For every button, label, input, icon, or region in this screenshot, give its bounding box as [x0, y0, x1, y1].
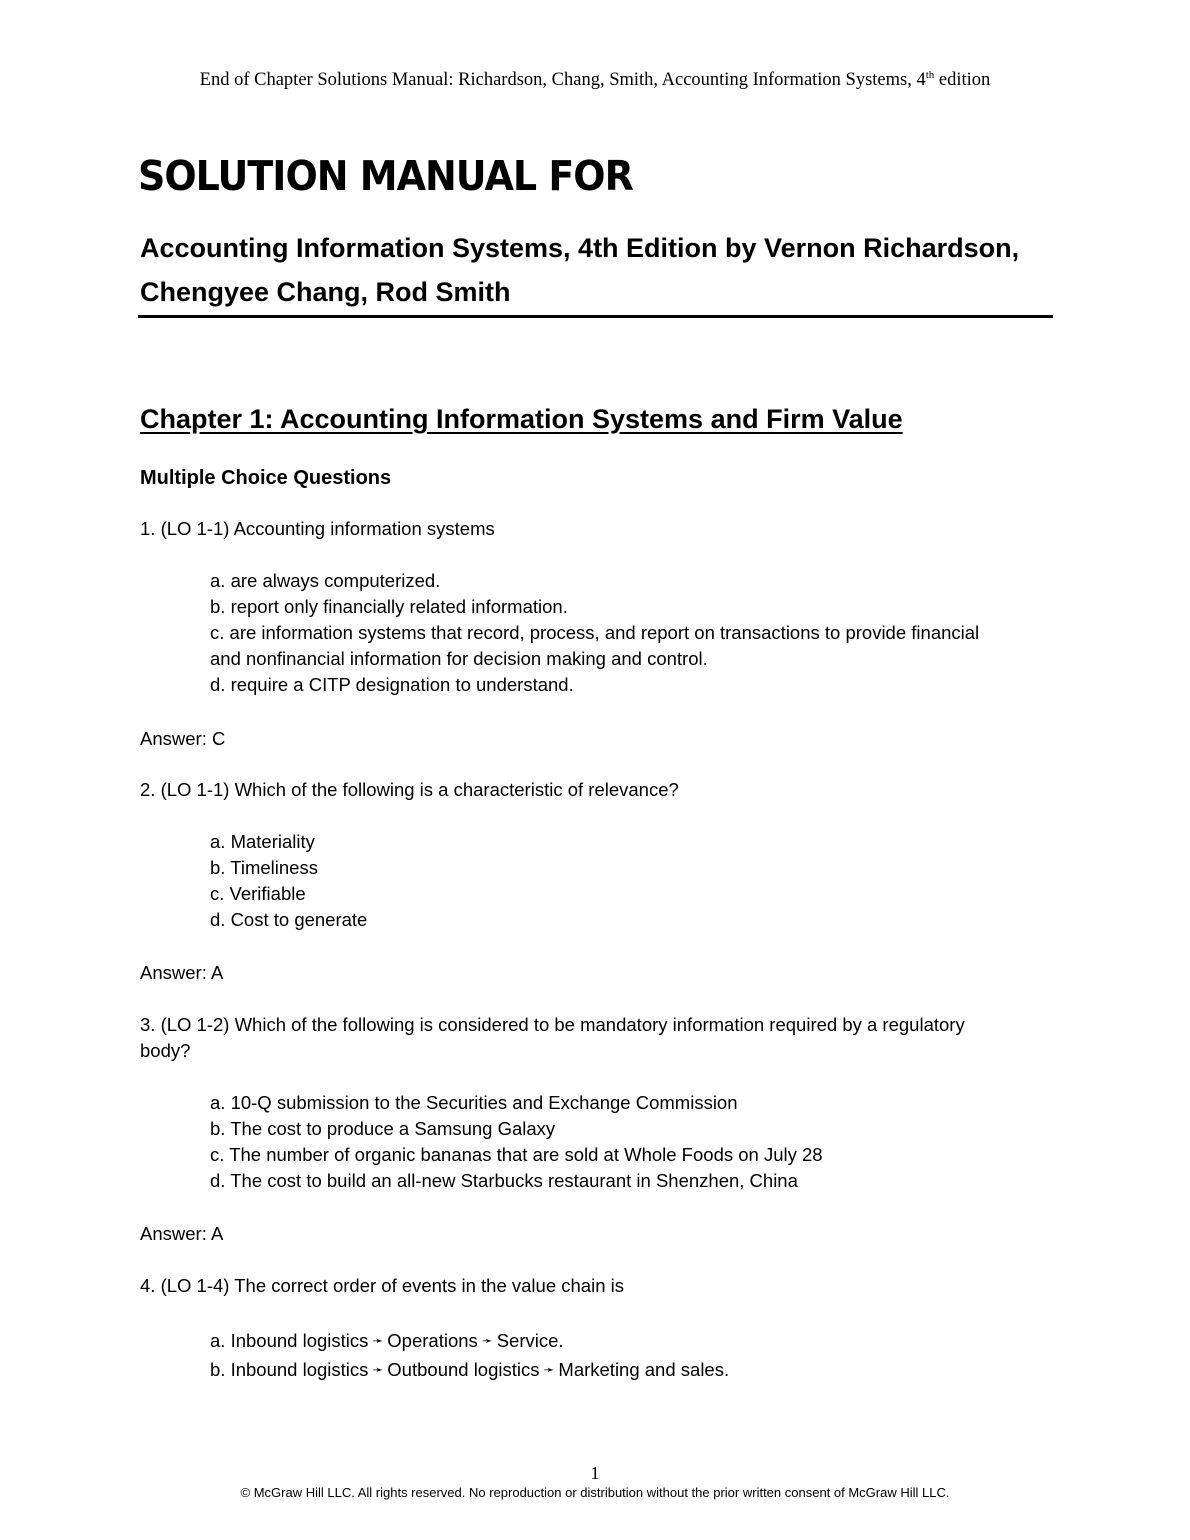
question-1-stem: 1. (LO 1-1) Accounting information systems	[140, 518, 495, 539]
question-3-option-c: c. The number of organic bananas that are sold at Whole Foods on July 28	[210, 1144, 823, 1165]
value-chain-step: Marketing and sales.	[558, 1359, 730, 1380]
question-3-option-a: a. 10-Q submission to the Securities and Exchange Commission	[210, 1092, 738, 1113]
question-2-answer: Answer: A	[140, 962, 224, 983]
question-2-option-c: c. Verifiable	[210, 883, 306, 904]
copyright-notice: © McGraw Hill LLC. All rights reserved. No reproduction or distribution without the prior written consent of McGraw Hill LLC.	[240, 1485, 950, 1500]
question-1-option-c: c. are information systems that record, process, and report on transactions to provide financial and nonfinancial information for decision making and control.	[210, 622, 980, 669]
running-header-suffix: edition	[934, 70, 991, 90]
question-3-option-d: d. The cost to build an all-new Starbucks restaurant in Shenzhen, China	[210, 1170, 798, 1191]
value-chain-step: Outbound logistics	[387, 1359, 540, 1380]
title-divider	[138, 315, 1053, 318]
question-1-option-d: d. require a CITP designation to understand.	[210, 674, 574, 695]
page-number: 1	[590, 1463, 600, 1483]
running-header-text: End of Chapter Solutions Manual: Richardson, Chang, Smith, Accounting Information Systems, 4	[199, 70, 926, 90]
question-3-option-b: b. The cost to produce a Samsung Galaxy	[210, 1118, 556, 1139]
question-4-option-a	[210, 1330, 564, 1352]
question-3-answer: Answer: A	[140, 1223, 224, 1244]
running-header-superscript: th	[925, 68, 935, 81]
section-heading: Multiple Choice Questions	[140, 467, 392, 489]
running-header	[0, 70, 1190, 91]
question-3-stem: 3. (LO 1-2) Which of the following is considered to be mandatory information required by a regulatory body?	[140, 1014, 965, 1061]
question-4-option-a-prefix: a.	[210, 1330, 231, 1351]
question-2-stem: 2. (LO 1-1) Which of the following is a characteristic of relevance?	[140, 779, 679, 800]
value-chain-step: Service.	[496, 1330, 564, 1351]
right-arrow-icon: ➛	[372, 1333, 384, 1348]
question-1-option-a: a. are always computerized.	[210, 570, 441, 591]
question-2-option-d: d. Cost to generate	[210, 909, 368, 930]
question-2-option-a: a. Materiality	[210, 831, 315, 852]
solution-manual-banner: SOLUTION MANUAL FOR	[138, 152, 633, 200]
book-title: Accounting Information Systems, 4th Edition by Vernon Richardson, Chengyee Chang, Rod Smith	[140, 233, 1020, 307]
right-arrow-icon: ➛	[543, 1362, 555, 1377]
right-arrow-icon: ➛	[372, 1362, 384, 1377]
question-2-option-b: b. Timeliness	[210, 857, 318, 878]
value-chain-step: Inbound logistics	[230, 1330, 369, 1351]
value-chain-step: Operations	[387, 1330, 478, 1351]
value-chain-step: Inbound logistics	[230, 1359, 369, 1380]
question-4-option-b	[210, 1359, 729, 1381]
question-1-option-b: b. report only financially related information.	[210, 596, 568, 617]
question-4-stem: 4. (LO 1-4) The correct order of events in the value chain is	[140, 1275, 624, 1296]
question-4-option-b-prefix: b.	[210, 1359, 231, 1380]
chapter-title: Chapter 1: Accounting Information Systems and Firm Value	[140, 404, 903, 434]
right-arrow-icon: ➛	[481, 1333, 493, 1348]
question-1-answer: Answer: C	[140, 728, 226, 749]
